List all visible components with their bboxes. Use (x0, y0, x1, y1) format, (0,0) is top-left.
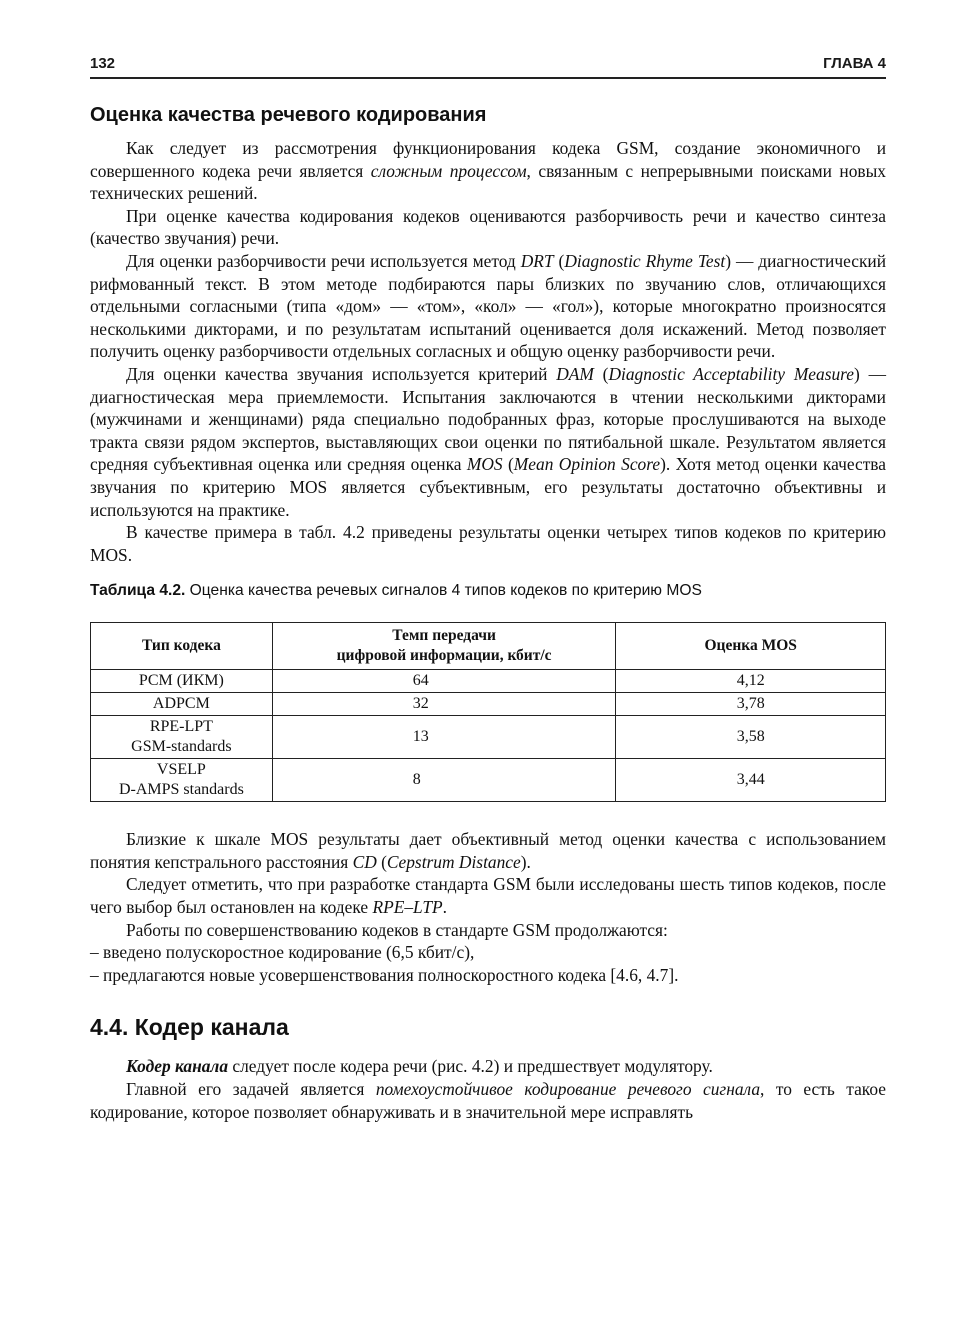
codec-line1: RPE-LPT (149, 718, 213, 736)
paragraph-5: В качестве примера в табл. 4.2 приведены результаты оценки четырех типов кодеков по критерию MOS. (90, 522, 886, 565)
page-content (90, 104, 886, 1123)
cell-rate: 13 (272, 716, 616, 759)
italic-term: Diagnostic Rhyme Test (564, 250, 726, 271)
italic-term: CD (352, 851, 377, 872)
cell-rate: 32 (272, 693, 616, 716)
list-item: – введено полускоростное кодирование (6,5 кбит/с), (90, 942, 475, 963)
text-run: , связанным с непрерывными поисками новых технических решений. (90, 160, 886, 204)
text-run: ). (520, 851, 531, 872)
text-run: , то есть такое кодирование, которое позволяет обнаруживать и в значительной мере исправлять (90, 1079, 886, 1122)
paragraph-4 (90, 363, 886, 521)
text-run: Для оценки разборчивости речи используется метод (126, 250, 521, 271)
cell-mos: 4,12 (616, 670, 886, 693)
running-head (90, 52, 886, 74)
cell-codec (91, 716, 273, 759)
page-number: 132 (90, 55, 116, 72)
codec-line2: GSM-standards (131, 738, 232, 756)
text-run: Главной его задачей является (126, 1079, 376, 1100)
codec-line1: VSELP (156, 761, 206, 779)
italic-term: Mean Opinion Score (513, 454, 661, 475)
cell-mos: 3,78 (616, 693, 886, 716)
text-run: Следует отметить, что при разработке стандарта GSM были исследованы шесть типов кодеков, после чего выбор был остановлен на кодеке (90, 874, 886, 918)
italic-term: MOS (466, 454, 503, 475)
paragraph-10 (90, 1078, 886, 1123)
table-caption-label: Таблица 4.2. (90, 582, 186, 600)
text-run: Как следует из рассмотрения функционирования кодека GSM, создание экономичного и совершенного кодека речи является (90, 138, 886, 181)
cell-mos: 3,44 (616, 759, 886, 802)
text-run: следует после кодера речи (рис. 4.2) и предшествует модулятору. (228, 1056, 713, 1077)
codec-line2: D-AMPS standards (118, 781, 244, 799)
paragraph-9 (90, 1055, 886, 1078)
italic-term: Diagnostic Acceptability Measure (608, 363, 855, 384)
table-row (91, 716, 886, 759)
paragraph-6 (90, 828, 886, 873)
table-caption-text: Оценка качества речевых сигналов 4 типов кодеков по критерию MOS (185, 582, 702, 600)
paragraph-1 (90, 137, 886, 205)
header-rule (90, 77, 886, 79)
spacer (90, 802, 886, 828)
table-row (91, 759, 886, 802)
text-run: ( (593, 363, 609, 384)
text-run: ) — диагностическая мера приемлемости. Испытания заключаются в чтении несколькими дикторами (мужчинами и женщинами) ряда специально подобранных фраз, которые прослушиваются на выходе тракта связи рядом экспертов, выставляющих свои оценки по пятибальной шкале. Результатом является средняя субъективная оценка или средняя оценка (90, 363, 887, 475)
paragraph-8: Работы по совершенствованию кодеков в стандарте GSM продолжаются: (126, 919, 668, 940)
paragraph-7 (90, 873, 886, 918)
section-heading: 4.4. Кодер канала (90, 1014, 289, 1041)
text-run: Для оценки качества звучания используется критерий (126, 363, 557, 384)
text-run: ). Хотя метод оценки качества звучания по критерию MOS является субъективным, его результаты достаточно объективны и используются на практике. (90, 454, 887, 520)
list-item: – предлагаются новые усовершенствования полноскоростного кодека [4.6, 4.7]. (90, 964, 679, 985)
header-rate (272, 623, 616, 670)
header-rate-line2: цифровой информации, кбит/с (336, 647, 552, 665)
cell-codec (91, 759, 273, 802)
italic-term: RPE–LTP (372, 897, 443, 918)
chapter-label: ГЛАВА 4 (823, 55, 886, 72)
cell-codec: ADPCM (91, 693, 273, 716)
italic-term: DAM (556, 363, 594, 384)
subsection-heading: Оценка качества речевого кодирования (90, 104, 487, 126)
cell-rate: 64 (272, 670, 616, 693)
italic-term: Cepstrum Distance (386, 851, 521, 872)
header-rate-line1: Темп передачи (392, 627, 496, 645)
italic-term: DRT (520, 250, 554, 271)
paragraph-2: При оценке качества кодирования кодеков оцениваются разборчивость речи и качество синтеза (качество звучания) речи. (90, 205, 886, 249)
bold-italic-term: Кодер канала (126, 1056, 229, 1077)
text-run: ( (553, 250, 565, 271)
italic-term: сложным процессом (370, 160, 527, 181)
mos-table (90, 622, 886, 802)
text-run: ) — диагностический рифмованный текст. В этом методе подбираются пары близких по звучанию слов, отличающихся отдельными согласными (типа «дом» — «том», «кол» — «гол»), которые многократно произносятся несколькими дикторами, и по результатам испытаний оценивается доля искажений. Метод позволяет получить оценку разборчивости отдельных согласных и общую оценку разборчивости речи. (90, 250, 887, 362)
table-header-row (91, 623, 886, 670)
table-caption (90, 582, 886, 600)
cell-rate: 8 (272, 759, 616, 802)
header-codec: Тип кодека (91, 623, 273, 670)
italic-term: помехоустойчивое кодирование речевого сигнала (375, 1079, 761, 1100)
text-run: Близкие к шкале MOS результаты дает объективный метод оценки качества с использованием понятия кепстрального расстояния (90, 829, 886, 872)
text-run: ( (376, 851, 387, 872)
cell-mos: 3,58 (616, 716, 886, 759)
text-run: ( (502, 454, 514, 475)
table-row (91, 693, 886, 716)
paragraph-3 (90, 250, 886, 363)
cell-codec: PCM (ИКМ) (91, 670, 273, 693)
text-run: . (442, 897, 447, 918)
table-row (91, 670, 886, 693)
header-mos: Оценка MOS (616, 623, 886, 670)
